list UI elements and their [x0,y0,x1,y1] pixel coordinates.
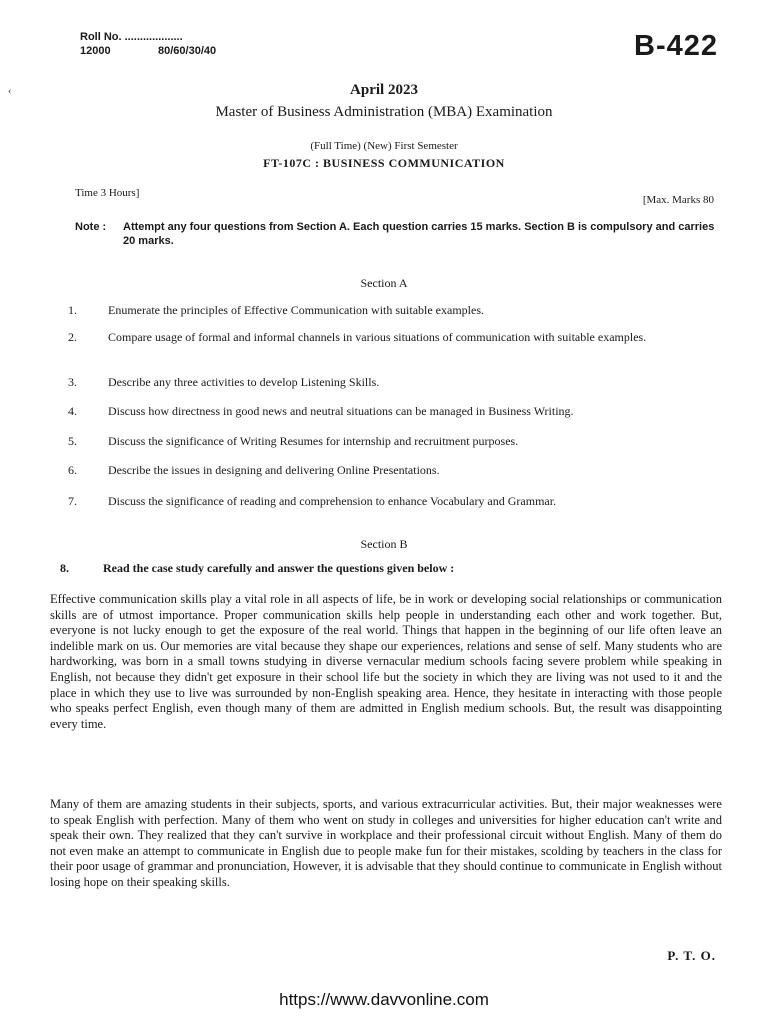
margin-mark: ‹ [8,86,12,97]
instructions-note [75,220,725,248]
question-item [68,303,723,318]
question-text: Describe the issues in designing and delivering Online Presentations. [108,463,440,477]
question-text: Compare usage of formal and informal channels in various situations of communication with suitable examples. [108,330,647,344]
case-study-paragraph: Effective communication skills play a vital role in all aspects of life, be in work or developing social relationships or communication skills are of utmost importance. Proper communication skills help people in understanding each other and work together. But, everyone is not lucky enough to get the exposure of the real world. Things that happen in the beginning of our life often leave an indelible mark on us. Our memories are vital because they shape our experiences, relations and sense of self. Many students who are hardworking, was born in a small towns studying in diverse vernacular medium schools facing severe problem while speaking in English, not because they didn't get exposure in their school life but the society in which they are living was not used to it and the place in which they use to live was surrounded by non-English speaking area. Hence, they hesitate in interacting with those people who speaks perfect English, even though many of them are admitted in English medium schools. But, the result was disappointing every time. [50,592,722,731]
question-item [68,375,723,390]
question-item [68,330,723,345]
time-allowed: Time 3 Hours] [75,187,140,199]
question-text: Enumerate the principles of Effective Communication with suitable examples. [108,303,485,317]
question-number: 8. [60,561,69,575]
question-number: 3. [68,375,77,389]
question-number: 6. [68,463,77,477]
roll-code-count: 12000 [80,45,111,57]
question-item [68,463,723,478]
section-a-heading: Section A [360,276,408,290]
question-text: Discuss how directness in good news and neutral situations can be managed in Business Writing. [108,404,574,418]
exam-semester: (Full Time) (New) First Semester [310,140,458,152]
exam-date: April 2023 [350,82,418,98]
question-item [68,494,723,509]
roll-code-marks: 80/60/30/40 [158,45,217,57]
question-item [68,434,723,449]
section-b-heading: Section B [360,537,408,551]
question-number: 4. [68,404,77,418]
paper-title: FT-107C : BUSINESS COMMUNICATION [263,156,505,170]
max-marks: [Max. Marks 80 [642,194,714,206]
question-text: Discuss the significance of Writing Resumes for internship and recruitment purposes. [108,434,519,448]
case-study-question [60,561,720,576]
case-study-paragraph: Many of them are amazing students in their subjects, sports, and various extracurricular activities. But, their major weaknesses were to speak English with perfection. Many of them who went on study in colleges and universities for higher education can't write and speak their own. They realized that they can't survive in workplace and their professional circuit without English. Many of them do not even make an attempt to communicate in English due to people make fun for their mistakes, scolding by teachers in the class for their poor usage of grammar and pronunciation, However, it is advisable that they should continue to communicate in English without losing hope on their speaking skills. [50,797,722,889]
question-number: 7. [68,494,77,508]
exam-title: Master of Business Administration (MBA) Examination [215,104,553,120]
pto-marker: P. T. O. [667,948,716,963]
paper-code: B-422 [634,30,718,62]
note-label: Note : [75,221,107,233]
question-number: 2. [68,330,77,344]
question-text: Discuss the significance of reading and comprehension to enhance Vocabulary and Grammar. [108,494,557,508]
roll-codes [80,44,216,58]
question-item [68,404,723,419]
question-text: Read the case study carefully and answer the questions given below : [103,561,455,575]
question-number: 5. [68,434,77,448]
roll-number-label: Roll No. ................... [80,31,183,43]
roll-number-block [80,30,216,58]
source-url: https://www.davvonline.com [279,990,489,1009]
question-number: 1. [68,303,77,317]
note-text: Attempt any four questions from Section A. Each question carries 15 marks. Section B is compulsory and carries 20 marks. [123,221,715,247]
question-text: Describe any three activities to develop Listening Skills. [108,375,380,389]
